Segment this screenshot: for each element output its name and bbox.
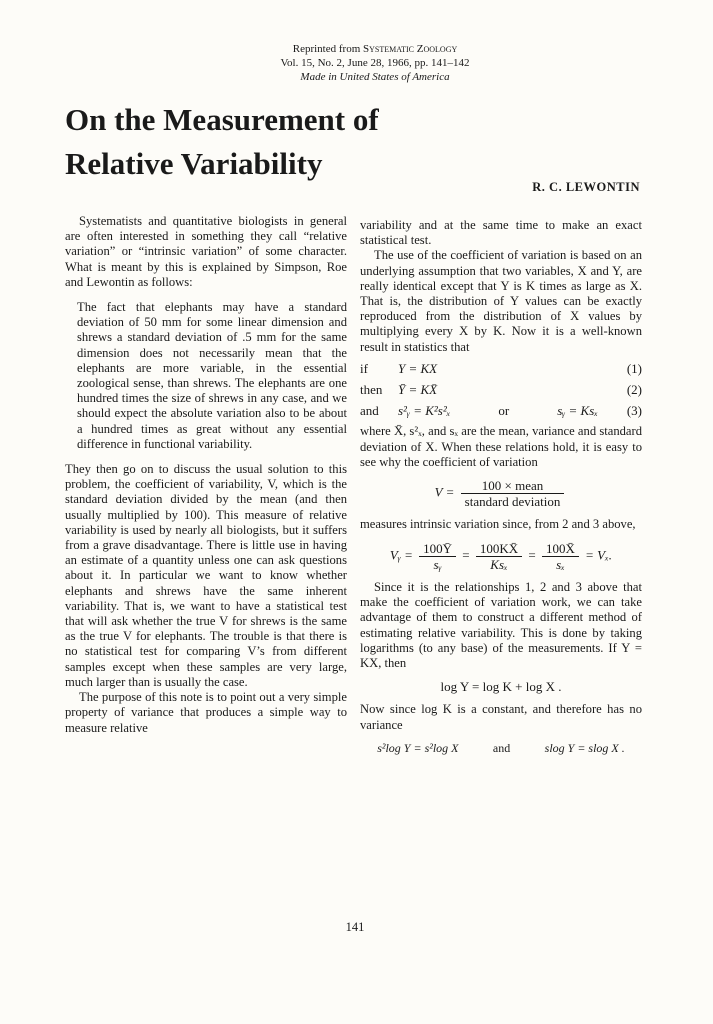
equation-part-a: s²ᵧ = K²s²ₓ xyxy=(398,403,451,419)
equation-number: (2) xyxy=(626,382,642,398)
equation-variance-log xyxy=(360,741,642,756)
equation-3 xyxy=(360,403,642,418)
denominator: Ksₓ xyxy=(490,556,508,572)
made-in-line: Made in United States of America xyxy=(300,71,450,83)
title-line-1: On the Measurement of xyxy=(65,102,379,137)
paragraph: Now since log K is a constant, and therefore has no variance xyxy=(360,702,642,732)
numerator: 100X̄ xyxy=(542,541,579,557)
equation-label: then xyxy=(360,382,383,398)
numerator: 100KX̄ xyxy=(476,541,522,557)
equation-label: if xyxy=(360,360,368,376)
paragraph: The use of the coefficient of variation is based on an underlying assumption that two variables, X and Y, are really identical except that Y is K times as large as X. That is, the distribution of Y values can be exactly reproduced from the distribution of X values by multiplying every X by K. Now it is a well-known result in statistics that xyxy=(360,248,642,354)
left-column xyxy=(65,214,347,736)
paragraph: where X̄, s²ₓ, and sₓ are the mean, variance and standard deviation of X. When these relations hold, it is easy to see why the coefficient of variation xyxy=(360,424,642,469)
equation-lhs: V = xyxy=(434,484,455,500)
equation-label: and xyxy=(360,403,379,419)
equation-part-a: s²log Y = s²log X xyxy=(377,740,459,755)
equation-body: Y = KX xyxy=(398,360,438,376)
reprint-prefix: Reprinted from xyxy=(292,43,363,55)
numerator: 100 × mean xyxy=(461,478,565,494)
paragraph: measures intrinsic variation since, from 2 and 3 above, xyxy=(360,517,636,532)
equation-log: log Y = log K + log X . xyxy=(440,679,562,695)
fraction xyxy=(419,541,456,572)
title-line-2: Relative Variability xyxy=(65,146,323,181)
reprint-header xyxy=(200,42,550,84)
denominator: sᵧ xyxy=(433,556,442,572)
equation-vy: Vᵧ = $\frac{100Ȳ}{\text{sᵧ}}$ = $\frac{100KX̄}{\text{Ksₓ}}$ = $\frac{100X̄}{\text{sₓ}}$ = Vₓ. xyxy=(389,540,613,572)
fraction xyxy=(476,541,522,572)
volume-info: Vol. 15, No. 2, June 28, 1966, pp. 141–142 xyxy=(280,57,470,69)
equation-number: (1) xyxy=(626,360,642,376)
denominator: standard deviation xyxy=(464,494,561,510)
reprint-line-1 xyxy=(200,42,550,56)
equation-lhs: Vᵧ = xyxy=(389,547,413,563)
paragraph: They then go on to discuss the usual solution to this problem, the coefficient of variability, V, which is the standard deviation divided by the mean (and then usually multiplied by 100). This measure of relative variability is used by nearly all biologists, but it suffers from a grave disadvantage. There is little use in having an estimate of a quantity unless one can ask questions about it. In particular we want to know whether elephants and shrews have the same inherent variability. That is, we want to have a statistical test that will ask whether the true V for shrews is the same as the true V for elephants. The trouble is that there is no statistical test for comparing V’s from different samples except when these samples are very large, much larger than is usually the case. xyxy=(65,462,347,689)
equation-rhs: = Vₓ. xyxy=(585,547,613,563)
paragraph: Systematists and quantitative biologists in general are often interested in something they call “relative variation” or “intrinsic variation” of some character. What is meant by this is explained by Simpson, Roe and Lewontin as follows: xyxy=(65,214,347,289)
paragraph: Since it is the relationships 1, 2 and 3 above that make the coefficient of variation work, we can take advantage of them to construct a different method of estimating relative variability. This is done by taking logarithms (to any base) of the measurements. If Y = KX, then xyxy=(360,580,642,671)
author-name: R. C. LEWONTIN xyxy=(532,180,640,194)
fraction xyxy=(542,541,579,572)
fraction xyxy=(461,478,565,509)
denominator: sₓ xyxy=(556,556,565,572)
equation-cv xyxy=(360,478,642,509)
page-number: 141 xyxy=(345,920,365,934)
equation-body xyxy=(398,403,612,418)
equation-and: and xyxy=(492,740,511,755)
equation-part-b: slog Y = slog X . xyxy=(544,740,625,755)
equation-number: (3) xyxy=(626,403,642,419)
equation-2 xyxy=(360,382,642,397)
journal-name: Systematic Zoology xyxy=(363,43,458,55)
block-quote: The fact that elephants may have a standard deviation of 50 mm for some linear dimension and shrews a standard deviation of .5 mm for the same dimension does not necessarily mean that the elephants are more variable, in the essential zoological sense, than shrews. The elephants are one hundred times the size of shrews in any case, and we should expect the absolute variation also to be about a hundred times as great without any essential difference in functional variability. xyxy=(77,300,347,451)
paragraph: The purpose of this note is to point out a very simple property of variance that produces a simple way to measure relative xyxy=(65,690,347,735)
equation-or: or xyxy=(498,403,510,419)
paragraph: variability and at the same time to make an exact statistical test. xyxy=(360,218,642,248)
numerator: 100Ȳ xyxy=(419,541,456,557)
equation-part-b: sᵧ = Ksₓ xyxy=(557,403,598,419)
right-column xyxy=(360,218,642,764)
equation-body: Ȳ = KX̄ xyxy=(398,382,438,398)
article-title xyxy=(65,98,585,186)
equation-1 xyxy=(360,361,642,376)
